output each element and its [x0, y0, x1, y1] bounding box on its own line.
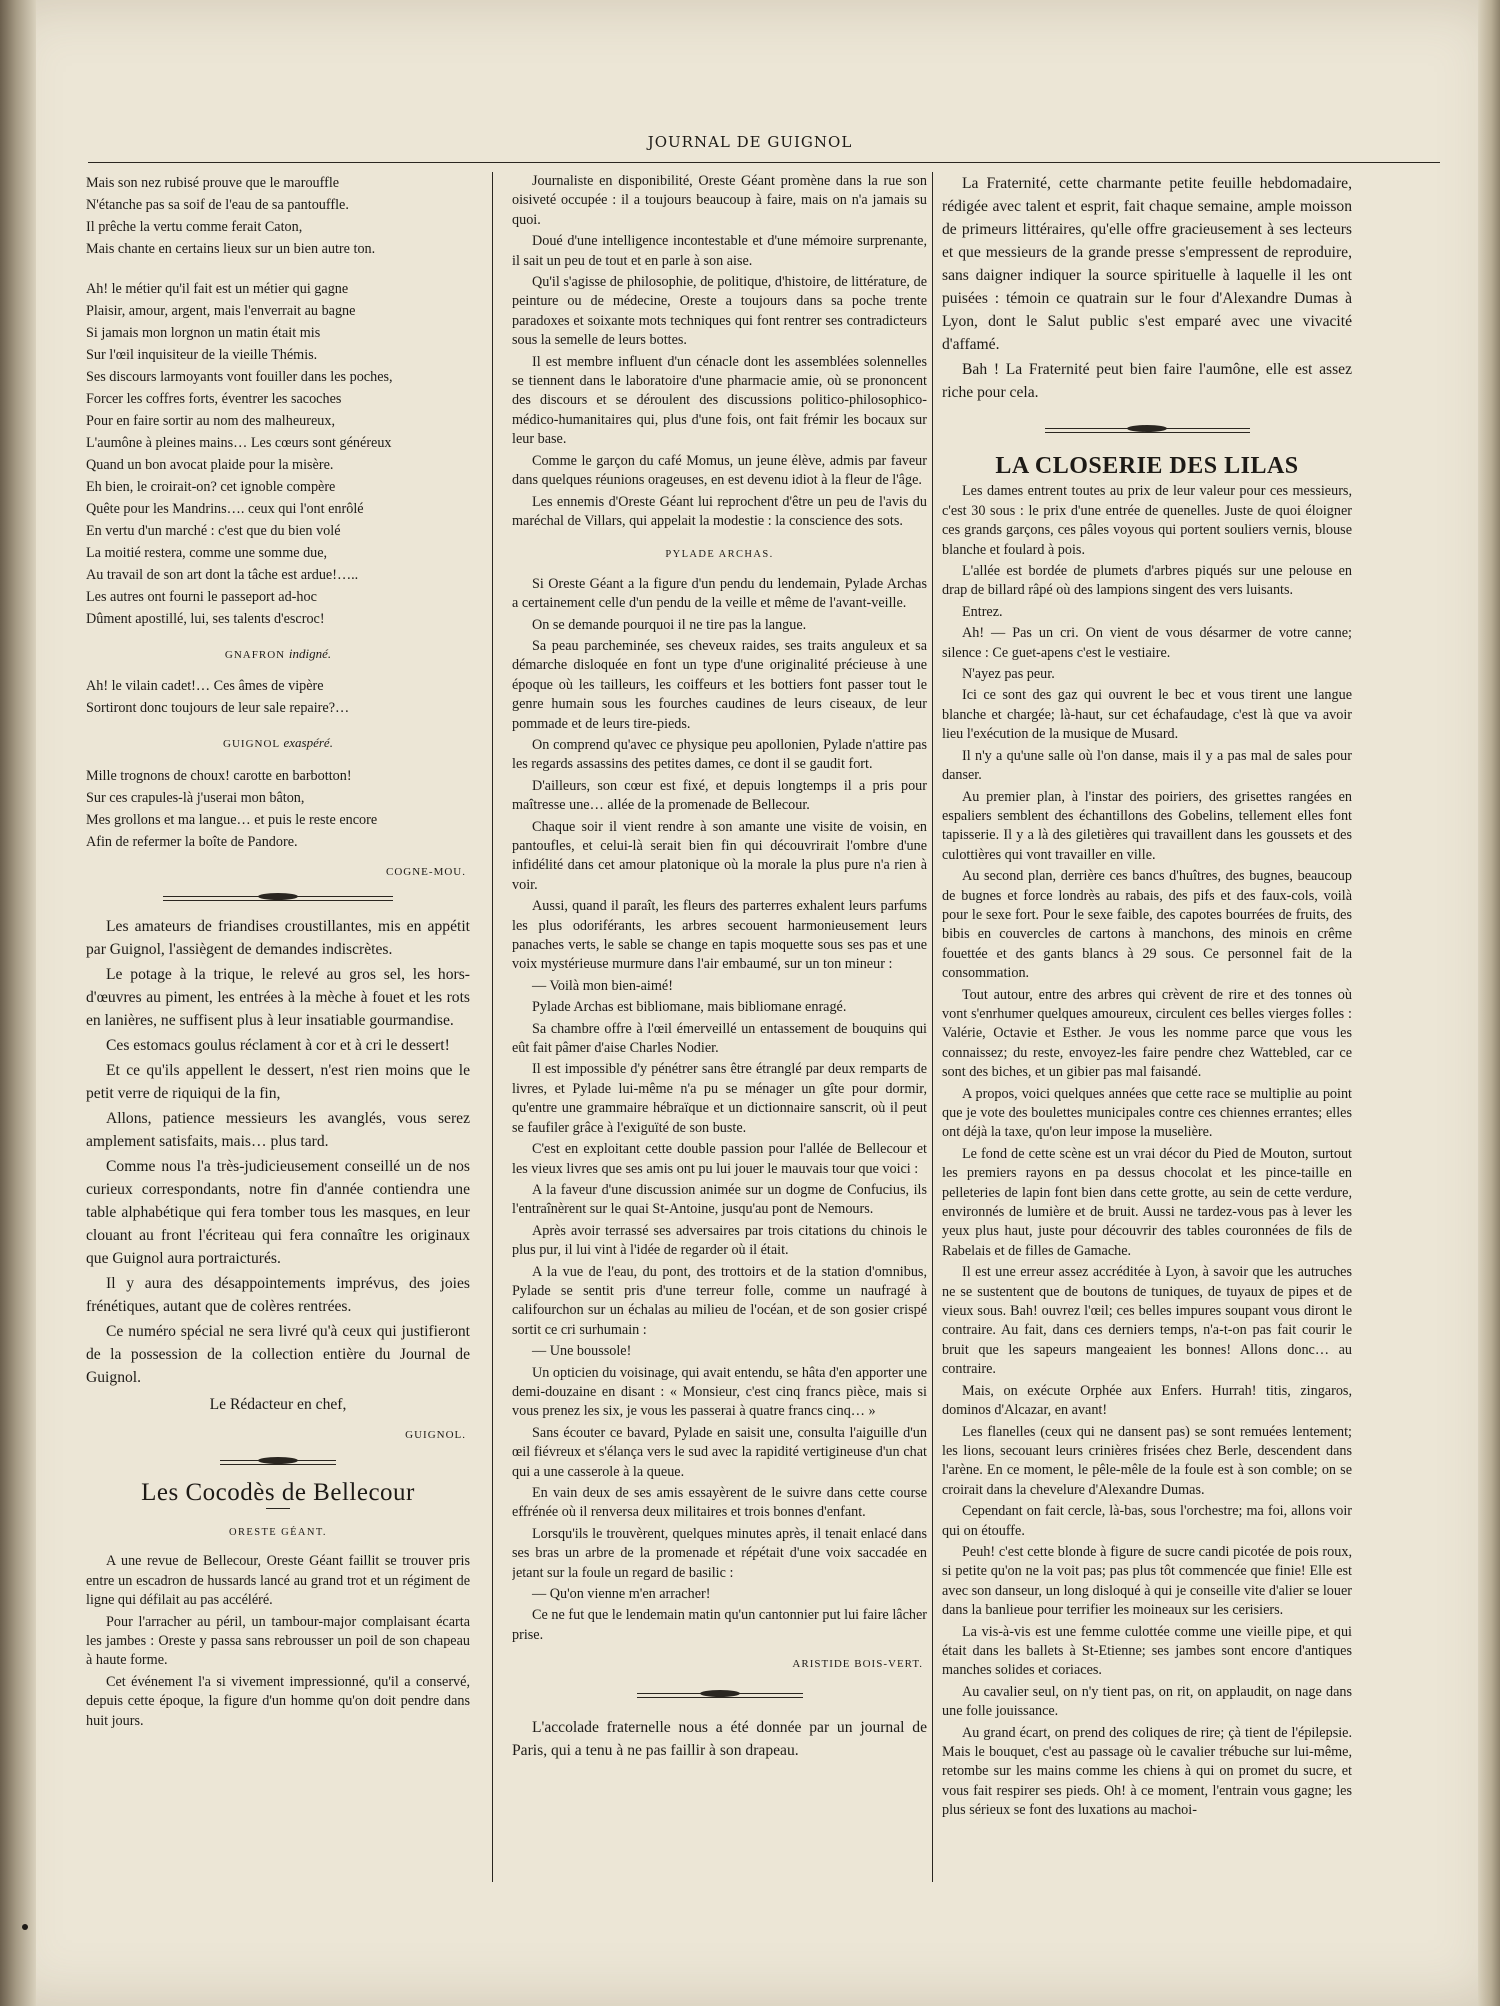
paragraph: N'ayez pas peur.: [962, 666, 1055, 683]
paragraph: Lorsqu'ils le trouvèrent, quelques minutes après, il tenait enlacé dans ses bras un arbre de la promenade et répétait d'une voix saccadée en jetant sur la foule un regard de basilic :: [512, 1525, 927, 1581]
verse-line: Mille trognons de choux! carotte en barbotton!: [86, 767, 352, 784]
verse-line: Afin de refermer la boîte de Pandore.: [86, 833, 298, 850]
paragraph: C'est en exploitant cette double passion pour l'allée de Bellecour et les vieux livres que ses amis ont pu lui jouer le mauvais tour que voici :: [512, 1141, 927, 1177]
section-title-cocodes: Les Cocodès de Bellecour: [141, 1478, 415, 1506]
paragraph: Un opticien du voisinage, qui avait entendu, se hâta d'en apporter une demi-douzaine en disant : « Monsieur, c'est cinq francs pièce, mais si vous prenez les six, je vous les passerai à quatre francs cinq… »: [512, 1364, 927, 1420]
verse-line: Ah! le vilain cadet!… Ces âmes de vipère: [86, 678, 324, 695]
paragraph: Au second plan, derrière ces bancs d'huîtres, des bugnes, beaucoup de bugnes et force londrès au rabais, des pifs et des faux-cols, voilà pour le sexe fort. Pour le sexe faible, des capotes bourrées de fruits, des bibis en couvercles de cartons à manchons, des minois en crême fouettée et des gants blancs à 29 sous. Ce personnel fait de la consommation.: [942, 868, 1352, 982]
paragraph: Il est une erreur assez accréditée à Lyon, à savoir que les autruches ne se sustentent que de boutons de tuniques, de tuyaux de pipes et de vieux sous. Bah! ouvrez l'œil; ces belles impures soupant vous diront le contraire. Au fait, dans ces derniers temps, n'a-t-on pas fait courir le bruit que les sapeurs mangeaient les bonnes! Allons donc… au contraire.: [942, 1264, 1352, 1378]
paragraph: Ces estomacs goulus réclament à cor et à cri le dessert!: [106, 1037, 450, 1055]
paragraph: Chaque soir il vient rendre à son amante une visite de voisin, en pantoufles, et celui-là serait bien fin qui découvrirait l'ombre d'une infidélité dans cet amour platonique où la morale la plus pure n'a rien à voir.: [512, 818, 927, 893]
paragraph: Sa chambre offre à l'œil émerveillé un entassement de bouquins qui eût fait pâmer d'aise Charles Nodier.: [512, 1020, 927, 1057]
speaker-mood: exaspéré.: [283, 735, 333, 751]
paragraph: Les dames entrent toutes au prix de leur valeur pour ces messieurs, c'est 30 sous : le prix d'une entrée de quenelles. Juste de quoi éloigner ces grands garçons, ces pâles voyous qui portent souliers vernis, blouse blanche et foulard à pois.: [942, 483, 1352, 558]
paragraph: A la vue de l'eau, du pont, des trottoirs et de la station d'omnibus, Pylade se sentit pris d'une terreur folle, comme un naufragé à califourchon sur un échalas au milieu de l'océan, et de son gosier crispé sortit ce cri surhumain :: [512, 1263, 927, 1338]
paragraph: A la faveur d'une discussion animée sur un dogme de Confucius, ils l'entraînèrent sur le quai St-Antoine, jusqu'au pont de Nemours.: [512, 1181, 927, 1218]
paragraph: Ici ce sont des gaz qui ouvrent le bec et vous tirent une langue blanche et chargée; là-haut, sur cet échafaudage, c'est là que va avoir lieu l'exécution de la musique de Musard.: [942, 687, 1352, 743]
paragraph: Sa peau parcheminée, ses cheveux raides, ses traits anguleux et sa démarche disloquée en font un type d'une originalité précieuse à une époque où les tailleurs, les coiffeurs et les bottiers font passer tout le genre humain sous les fourches caudines de leurs ciseaux, de leur pommade et de leurs tire-pieds.: [512, 637, 927, 732]
page-edge: [1478, 0, 1500, 2006]
paragraph: Les amateurs de friandises croustillantes, mis en appétit par Guignol, l'assiègent de demandes indiscrètes.: [86, 918, 470, 959]
subsection-oreste: ORESTE GÉANT.: [229, 1527, 327, 1539]
journal-header: JOURNAL DE GUIGNOL: [647, 133, 853, 151]
fraternite-note: [942, 172, 1352, 404]
paragraph: Après avoir terrassé ses adversaires par trois citations du chinois le plus pur, il lui vint à l'idée de regarder où il était.: [512, 1222, 927, 1259]
verse-stanza-1: [86, 172, 470, 260]
verse-line: Mes grollons et ma langue… et puis le reste encore: [86, 811, 378, 828]
verse-line: Quand un bon avocat plaide pour la misère.: [86, 457, 334, 473]
ornament-divider: [163, 896, 393, 901]
editor-notice: [86, 915, 470, 1389]
paragraph: Il est impossible d'y pénétrer sans être étranglé par deux remparts de livres, et Pylade lui-même n'a pu se ménager un gîte pour dormir, qu'entre une grammaire hébraïque et un dictionnaire sanscrit, où il peut se faufiler grâce à l'exiguïté de son buste.: [512, 1061, 927, 1136]
verse-stanza-2: [86, 278, 470, 630]
paragraph: Il est membre influent d'un cénacle dont les assemblées solennelles se tiennent dans le laboratoire d'une pharmacie amie, où se prononcent des discours et se déroulent des discussions politico-philosophico-médico-humanitaires qui, plus d'une fois, ont fait frémir les bocaux sur leur base.: [512, 353, 927, 448]
verse-line: Forcer les coffres forts, éventrer les sacoches: [86, 391, 342, 407]
verse-line: Sur ces crapules-là j'userai mon bâton,: [86, 789, 305, 806]
editor-signature: GUIGNOL.: [405, 1429, 466, 1442]
paragraph: Qu'il s'agisse de philosophie, de politique, d'histoire, de littérature, de peinture ou de médecine, Oreste a toujours dans sa poche trente paradoxes et soixante mots techniques qui font rentrer ses contradicteurs sous la semelle de leurs bottes.: [512, 274, 927, 349]
ink-mark: [22, 1924, 28, 1930]
paragraph: Ah! — Pas un cri. On vient de vous désarmer de votre canne; silence : Ce guet-apens c'est le vestiaire.: [942, 625, 1352, 661]
speaker-name: GNAFRON: [224, 649, 286, 661]
paragraph: A une revue de Bellecour, Oreste Géant faillit se trouver pris entre un escadron de hussards lancé au grand trot et un régiment de ligne qui défilait au pas accéléré.: [86, 1553, 470, 1609]
paragraph: Mais, on exécute Orphée aux Enfers. Hurrah! titis, zingaros, dominos d'Alcazar, en avant!: [942, 1382, 1352, 1419]
verse-stanza-3: [86, 675, 470, 719]
paragraph: Pylade Archas est bibliomane, mais bibliomane enragé.: [532, 999, 847, 1016]
paragraph: Si Oreste Géant a la figure d'un pendu du lendemain, Pylade Archas a certainement celle d'un pendu de la veille et même de l'avant-veille.: [512, 575, 927, 612]
verse-line: L'aumône à pleines mains… Les cœurs sont généreux: [86, 435, 392, 451]
paragraph: Au cavalier seul, on n'y tient pas, on rit, on applaudit, on nage dans une folle jouissance.: [942, 1683, 1352, 1720]
column-2: [512, 172, 927, 1892]
section-title-closerie: LA CLOSERIE DES LILAS: [995, 453, 1299, 479]
paragraph: La Fraternité, cette charmante petite feuille hebdomadaire, rédigée avec talent et esprit, fait chaque semaine, ample moisson de primeurs littéraires, qu'elle offre gracieusement à ses lecteurs et que messieurs de la grande presse s'empressent de reproduire, sans daigner indiquer la source spirituelle à laquelle il les ont puisées : témoin ce quatrain sur le four d'Alexandre Dumas à Lyon, dont le Salut public s'est emparé avec une vivacité d'affamé.: [942, 175, 1352, 353]
paragraph: La vis-à-vis est une femme culottée comme une vieille pipe, et qui était dans les ballets à St-Etienne; ses jambes sont encore d'antiques manches solides et coriaces.: [942, 1623, 1352, 1679]
speaker-gnafron: [86, 644, 470, 665]
verse-line: Mais chante en certains lieux sur un bien autre ton.: [86, 241, 376, 257]
verse-line: Dûment apostillé, lui, ses talents d'escroc!: [86, 611, 325, 627]
header-rule: [88, 162, 1440, 163]
paragraph: Il y aura des désappointements imprévus, des joies frénétiques, autant que de colères rentrées.: [86, 1275, 470, 1316]
oreste-article: [512, 172, 927, 531]
paragraph: Au premier plan, à l'instar des poiriers, des grisettes rangées en espaliers semblent des échantillons des Gobelins, tellement elles font tapisserie. Il y a là des giletières qui travaillent dans les goussets et des culottières qui vont travailler en ville.: [942, 788, 1352, 863]
book-binding: [0, 0, 36, 2006]
paragraph: Cependant on fait cercle, là-bas, sous l'orchestre; ma foi, allons voir qui on étouffe.: [942, 1503, 1352, 1539]
paragraph: Et ce qu'ils appellent le dessert, n'est rien moins que le petit verre de riquiqui de la fin,: [86, 1062, 470, 1103]
cocodes-article: [86, 1552, 470, 1731]
paragraph: Aussi, quand il paraît, les fleurs des parterres exhalent leurs parfums les plus odoriférants, les arbres secouent harmonieusement leurs panaches verts, le sable se change en tapis moquette sous ses pas et une voix mystérieuse murmure dans l'air embaumé, sur un ton mineur :: [512, 898, 927, 973]
column-rule-2: [932, 172, 933, 1882]
speaker-mood: indigné.: [288, 646, 332, 661]
closerie-article: [942, 482, 1352, 1820]
paragraph: — Qu'on vienne m'en arracher!: [532, 1586, 711, 1603]
subsection-pylade: PYLADE ARCHAS.: [665, 549, 774, 561]
paragraph: Allons, patience messieurs les avanglés, vous serez amplement satisfaits, mais… plus tard.: [86, 1110, 470, 1151]
verse-signature: COGNE-MOU.: [386, 865, 466, 878]
paragraph: Comme le garçon du café Momus, un jeune élève, admis par faveur dans quelques réunions orageuses, en est devenu idiot à la fleur de l'âge.: [512, 452, 927, 489]
paragraph: On comprend qu'avec ce physique peu apollonien, Pylade n'attire pas les regards assassins des petites dames, ce dont il se gaudit fort.: [512, 736, 927, 773]
paragraph: Ce numéro spécial ne sera livré qu'à ceux qui justifieront de la possession de la collection entière du Journal de Guignol.: [86, 1323, 470, 1387]
verse-line: Si jamais mon lorgnon un matin était mis: [86, 325, 321, 341]
paragraph: Le fond de cette scène est un vrai décor du Pied de Mouton, surtout les premiers rayons en pa dessus chocolat et les pince-taille en pelleteries de lapin font bien dans cette grotte, au sein de cette verdure, environnés de lumière et de bruit. Aussi ne tardez-vous pas à lever les yeux plus haut, juste pour découvrir des tables couronnées de fils de Rabelais et de filles de Gamache.: [942, 1145, 1352, 1259]
verse-line: Plaisir, amour, argent, mais l'enverrait au bagne: [86, 303, 356, 319]
column-rule-1: [492, 172, 493, 1882]
paragraph: Le potage à la trique, le relevé au gros sel, les hors-d'œuvres au piment, les entrées à la mèche à fouet et les rots en lanières, ne suffisent plus à leur insatiable gourmandise.: [86, 966, 470, 1030]
paragraph: — Une boussole!: [532, 1343, 632, 1360]
paragraph: A propos, voici quelques années que cette race se multiplie au point que je vote des boulettes municipales contre ces chiennes errantes; elles ont déjà la taxe, qu'on leur impose la muselière.: [942, 1085, 1352, 1141]
ornament-divider: [1045, 428, 1250, 433]
verse-line: Au travail de son art dont la tâche est ardue!…..: [86, 567, 359, 583]
verse-line: Pour en faire sortir au nom des malheureux,: [86, 413, 335, 429]
verse-line: Il prêche la vertu comme ferait Caton,: [86, 219, 303, 235]
paragraph: Il n'y a qu'une salle où l'on danse, mais il y a pas mal de sales pour danser.: [942, 747, 1352, 784]
pylade-article: [512, 575, 927, 1646]
column-1: [86, 172, 470, 1892]
paragraph: Peuh! c'est cette blonde à figure de sucre candi picotée de pois roux, si petite qu'on ne la voit pas; pas plus tôt commencée que finie! Elle est avec son danseur, un long disloqué à qui je conseille vite d'alier se louer dans la banlieue pour terrifier les moineaux sur les cerisiers.: [942, 1543, 1352, 1619]
ornament-divider: [637, 1693, 803, 1698]
verse-line: Ses discours larmoyants vont fouiller dans les poches,: [86, 369, 393, 385]
verse-line: Les autres ont fourni le passeport ad-hoc: [86, 589, 317, 605]
paragraph: Les flanelles (ceux qui ne dansent pas) se sont remuées lentement; les lions, secouant leurs crinières frisées chez Berle, descendent dans l'arène. En ce moment, le pêle-mêle de la foule est à son comble; on se croirait dans la chevelure d'Alexandre Dumas.: [942, 1423, 1352, 1498]
verse-line: Sur l'œil inquisiteur de la vieille Thémis.: [86, 347, 318, 363]
paragraph: Bah ! La Fraternité peut bien faire l'aumône, elle est assez riche pour cela.: [942, 361, 1352, 401]
verse-line: Quête pour les Mandrins…. ceux qui l'ont enrôlé: [86, 501, 364, 517]
paragraph: — Voilà mon bien-aimé!: [532, 977, 673, 994]
speaker-guignol: [86, 733, 470, 754]
paragraph: Journaliste en disponibilité, Oreste Géant promène dans la rue son oisiveté occupée : il a toujours beaucoup à faire, mais on n'a jamais su quoi.: [512, 173, 927, 228]
paragraph: Sans écouter ce bavard, Pylade en saisit une, consulta l'aiguille d'un œil fiévreux et s'élança vers le sud avec la rapidité vertigineuse d'un chat qui a une casserole à la queue.: [512, 1424, 927, 1480]
paragraph: D'ailleurs, son cœur est fixé, et depuis longtemps il a pris pour maîtresse une… allée de la promenade de Bellecour.: [512, 777, 927, 814]
verse-line: Eh bien, le croirait-on? cet ignoble compère: [86, 479, 336, 495]
verse-line: Mais son nez rubisé prouve que le marouffle: [86, 175, 340, 191]
speaker-name: GUIGNOL: [223, 738, 280, 751]
ornament-divider: [220, 1460, 335, 1465]
paragraph: Pour l'arracher au péril, un tambour-major complaisant écarta les jambes : Oreste y passa sans rebrousser un poil de son chapeau à haute forme.: [86, 1613, 470, 1669]
paragraph: Comme nous l'a très-judicieusement conseillé un de nos curieux correspondants, notre fin d'année contiendra une table alphabétique qui fera tomber tous les masques, en leur clouant au front l'écriteau qui fera connaître les originaux que Guignol aura portraicturés.: [86, 1158, 470, 1268]
paragraph: Cet événement l'a si vivement impressionné, qu'il a conservé, depuis cette époque, la figure d'un homme qu'on doit pendre dans huit jours.: [86, 1673, 470, 1729]
verse-line: Ah! le métier qu'il fait est un métier qui gagne: [86, 281, 349, 297]
short-rule: [266, 1508, 290, 1509]
editor-line: Le Rédacteur en chef,: [209, 1396, 347, 1414]
paragraph: L'allée est bordée de plumets d'arbres piqués sur une pelouse en drap de billard râpé où des lampions singent des vers luisants.: [942, 563, 1352, 599]
accolade-note: L'accolade fraternelle nous a été donnée par un journal de Paris, qui a tenu à ne pas faillir à son drapeau.: [512, 1718, 927, 1759]
paragraph: Doué d'une intelligence incontestable et d'une mémoire surprenante, il sait un peu de tout et en parle à son aise.: [512, 233, 927, 269]
paragraph: En vain deux de ses amis essayèrent de le suivre dans cette course effrénée où il renversa deux militaires et trois bonnes d'enfant.: [512, 1485, 927, 1521]
paragraph: Les ennemis d'Oreste Géant lui reprochent d'être un peu de l'avis du maréchal de Villars, qui appelait la modestie : la conscience des sots.: [512, 493, 927, 529]
verse-stanza-4: [86, 765, 470, 853]
verse-line: En vertu d'un marché : c'est que du bien volé: [86, 523, 341, 539]
paragraph: Tout autour, entre des arbres qui crèvent de rire et des tonnes où vont s'enrhumer quelques amoureux, circulent ces belles vierges folles : Valérie, Octavie et Esther. Je vous les nomme parce que vous les connaissez; du reste, envoyez-les faire pendre chez Wattebled, car ce sont des biches, et un gibier pas mal faisandé.: [942, 986, 1352, 1081]
verse-line: N'étanche pas sa soif de l'eau de sa pantouffle.: [86, 197, 349, 213]
verse-line: La moitié restera, comme une somme due,: [86, 545, 328, 561]
paragraph: Entrez.: [962, 603, 1003, 620]
verse-line: Sortiront donc toujours de leur sale repaire?…: [86, 700, 350, 717]
paragraph: On se demande pourquoi il ne tire pas la langue.: [532, 616, 807, 633]
column-3: [942, 172, 1352, 1892]
paragraph: Ce ne fut que le lendemain matin qu'un cantonnier put lui faire lâcher prise.: [512, 1607, 927, 1643]
article-signature: ARISTIDE BOIS-VERT.: [792, 1658, 923, 1671]
paragraph: Au grand écart, on prend des coliques de rire; çà tient de l'épilepsie. Mais le bouquet, c'est au passage où le cavalier trébuche sur lui-même, retombe sur les mains comme les chiens à qui on promet du sucre, et vous fait respirer ses pieds. Oh! à ce moment, l'entrain vous gagne; les plus sérieux se font des luxations au machoi-: [942, 1724, 1352, 1819]
